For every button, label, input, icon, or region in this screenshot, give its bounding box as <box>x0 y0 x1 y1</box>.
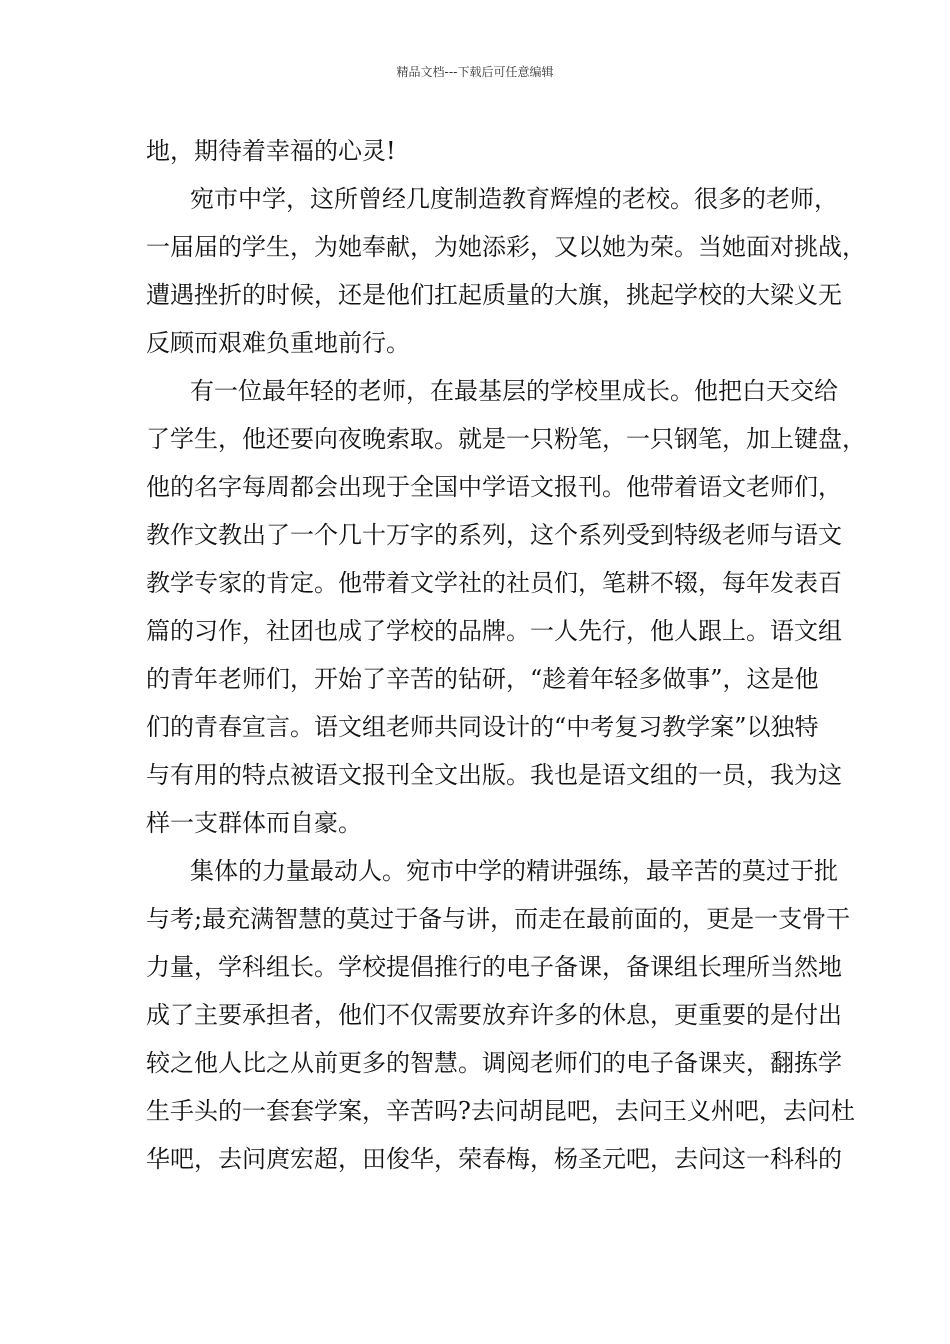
text-line: 教作文教出了一个几十万字的系列，这个系列受到特级老师与语文 <box>146 521 842 549</box>
text-line: 了学生，他还要向夜晚索取。就是一只粉笔，一只钢笔，加上键盘， <box>146 425 866 453</box>
text-line: 的青年老师们，开始了辛苦的钻研，“趁着年轻多做事”，这是他 <box>146 665 819 693</box>
page-header: 精品文档---下载后可任意编辑 <box>396 65 554 79</box>
text-line: 们的青春宣言。语文组老师共同设计的“中考复习教学案”以独特 <box>146 713 819 741</box>
text-line: 地，期待着幸福的心灵! <box>146 137 396 165</box>
text-line: 与有用的特点被语文报刊全文出版。我也是语文组的一员，我为这 <box>146 761 842 789</box>
text-line: 与考;最充满智慧的莫过于备与讲，而走在最前面的，更是一支骨干 <box>146 905 851 933</box>
text-line: 力量，学科组长。学校提倡推行的电子备课，备课组长理所当然地 <box>146 953 842 981</box>
text-line: 宛市中学，这所曾经几度制造教育辉煌的老校。很多的老师， <box>190 185 838 213</box>
text-line: 篇的习作，社团也成了学校的品牌。一人先行，他人跟上。语文组 <box>146 617 842 645</box>
text-line: 样一支群体而自豪。 <box>146 809 362 837</box>
text-line: 反顾而艰难负重地前行。 <box>146 329 410 357</box>
document-body <box>146 127 866 1183</box>
text-line: 他的名字每周都会出现于全国中学语文报刊。他带着语文老师们， <box>146 473 842 501</box>
text-line: 较之他人比之从前更多的智慧。调阅老师们的电子备课夹，翻拣学 <box>146 1049 842 1077</box>
text-line: 一届届的学生，为她奉献，为她添彩，又以她为荣。当她面对挑战， <box>146 233 866 261</box>
text-line: 华吧，去问庹宏超，田俊华，荣春梅，杨圣元吧，去问这一科科的 <box>146 1145 842 1173</box>
text-line: 遭遇挫折的时候，还是他们扛起质量的大旗，挑起学校的大梁义无 <box>146 281 842 309</box>
text-line: 成了主要承担者，他们不仅需要放弃许多的休息，更重要的是付出 <box>146 1001 842 1029</box>
text-line: 集体的力量最动人。宛市中学的精讲强练，最辛苦的莫过于批 <box>190 857 838 885</box>
text-line: 生手头的一套套学案，辛苦吗?去问胡昆吧，去问王义州吧，去问杜 <box>146 1097 855 1125</box>
text-line: 有一位最年轻的老师，在最基层的学校里成长。他把白天交给 <box>190 377 838 405</box>
text-line: 教学专家的肯定。他带着文学社的社员们，笔耕不辍，每年发表百 <box>146 569 842 597</box>
